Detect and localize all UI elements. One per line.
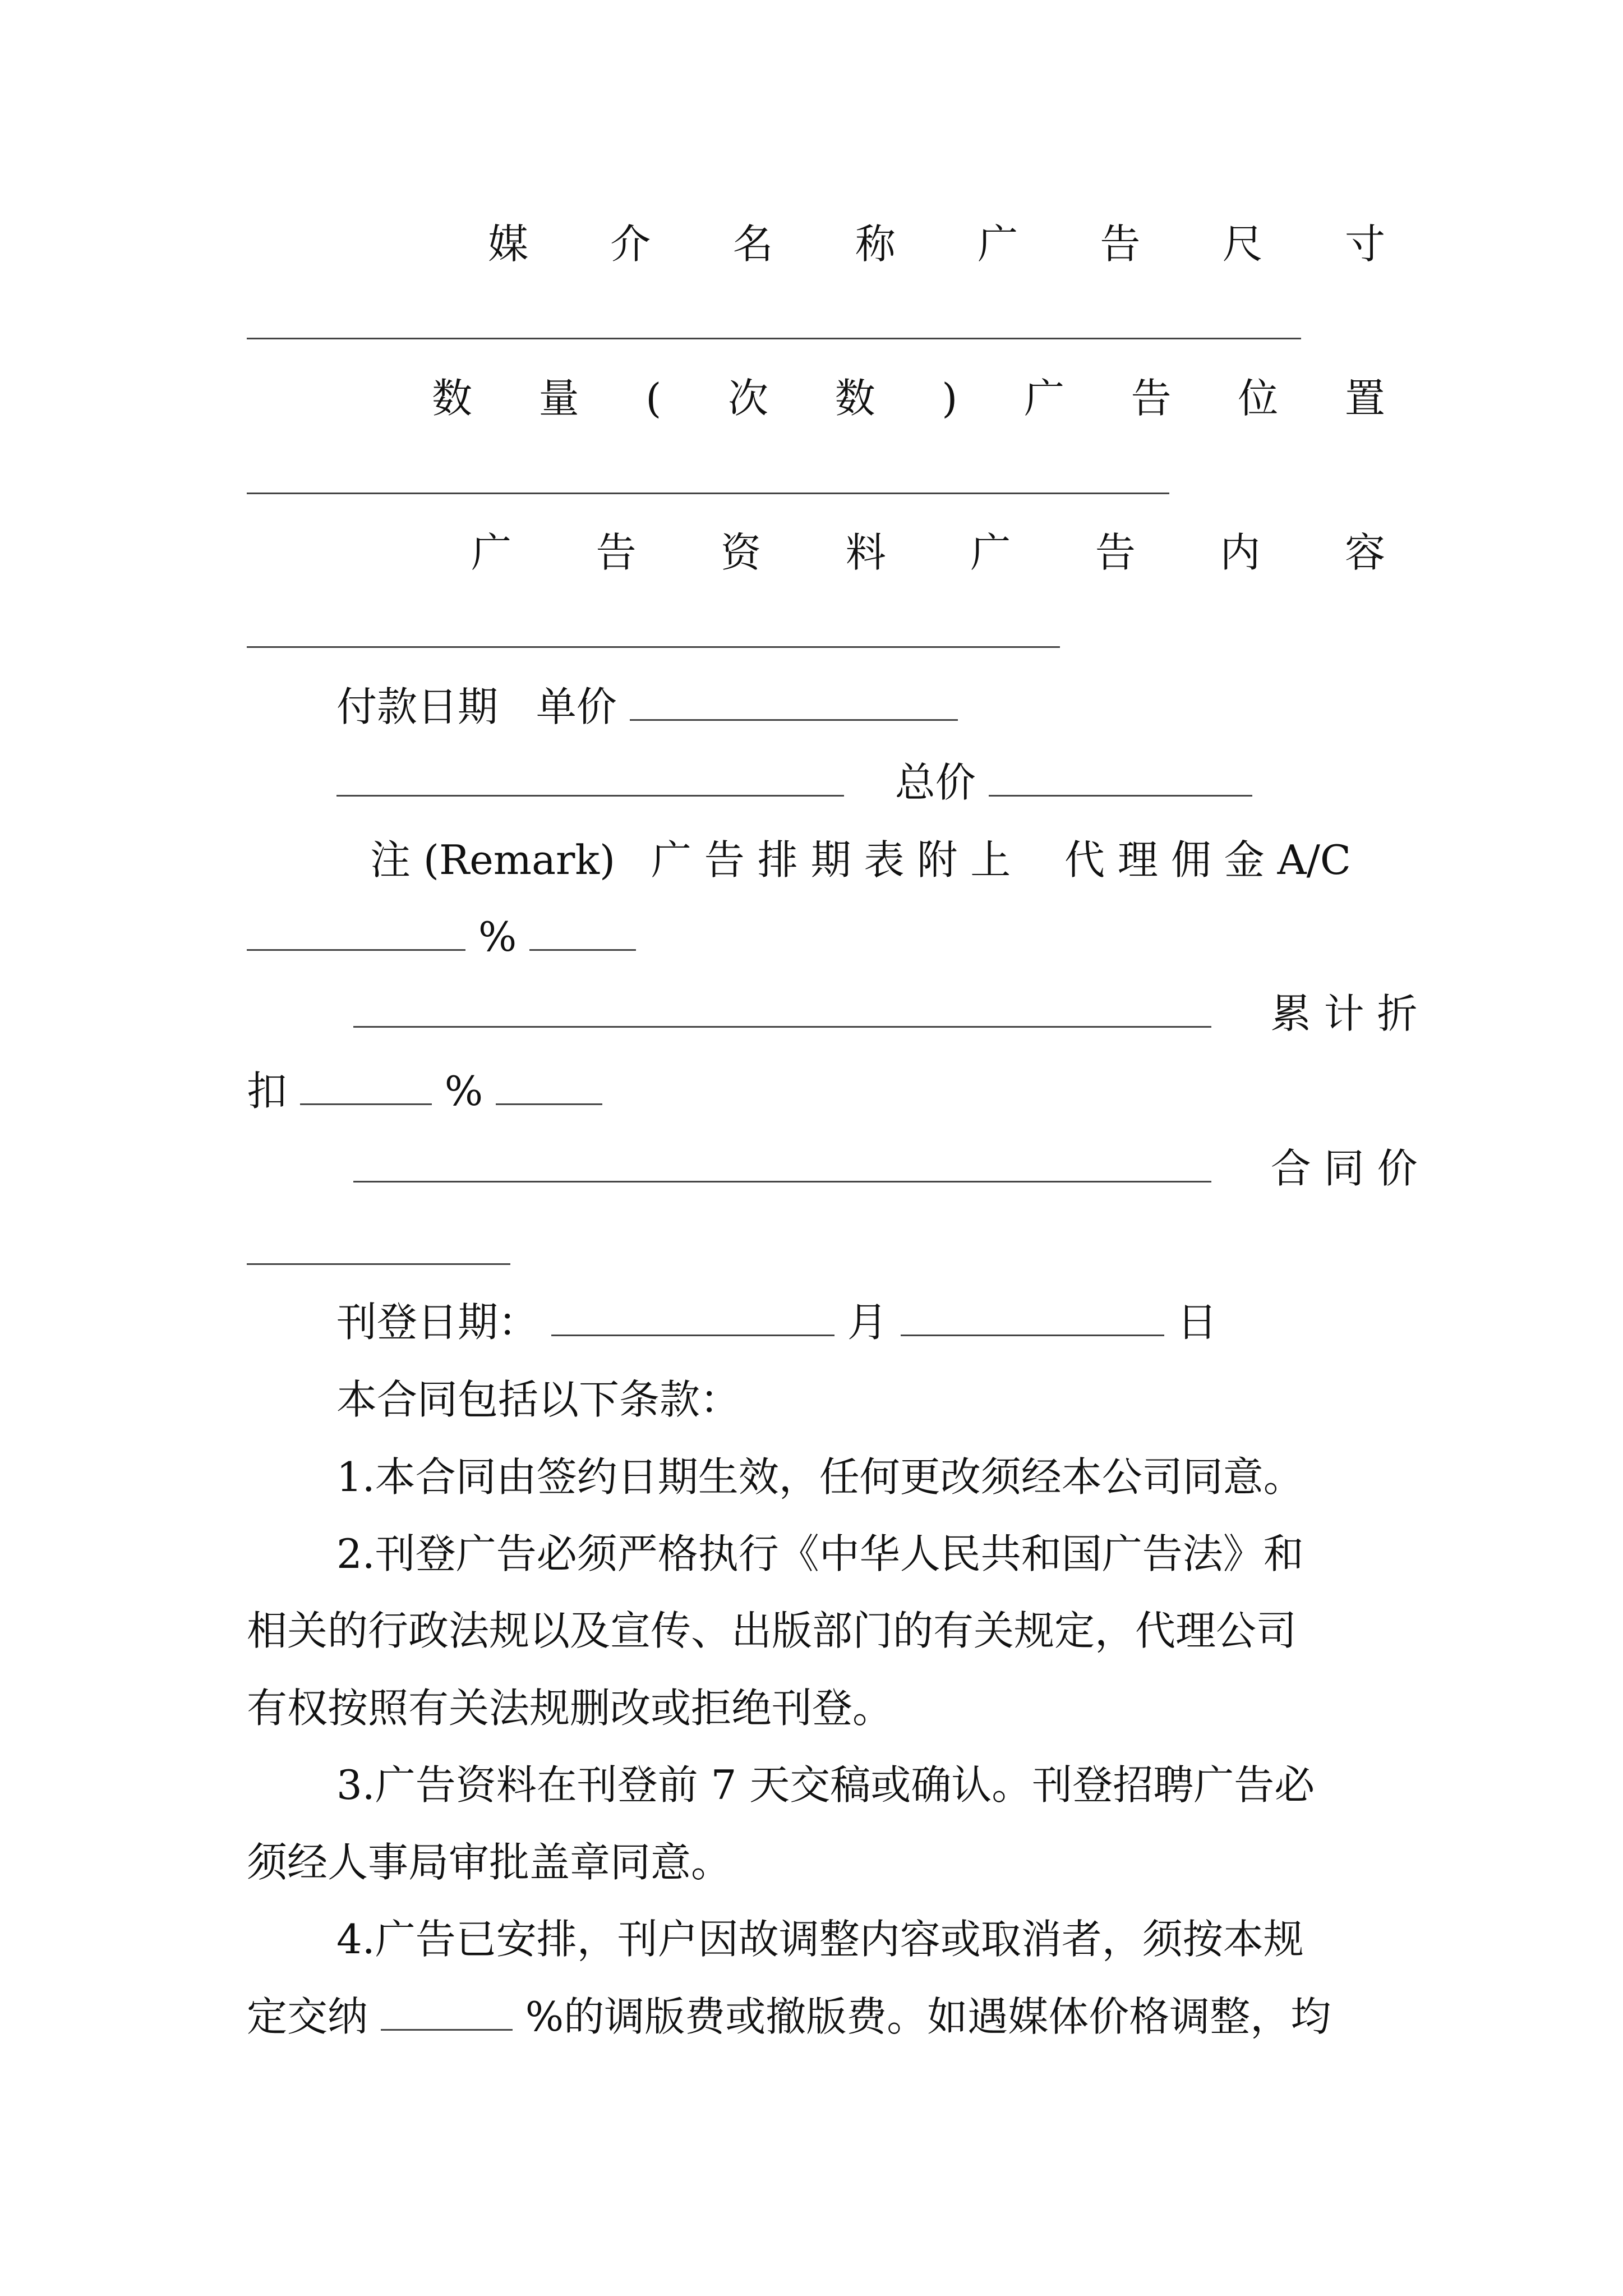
row2-char: ( xyxy=(645,375,662,422)
row3-char: 容 xyxy=(1344,529,1385,576)
payment-date-label: 付款日期 xyxy=(336,683,499,730)
schedule-attached-text: 广 告 排 期 表 附 上 xyxy=(651,836,1011,884)
term-4-fee-text: %的调版费或撤版费。如遇媒体价格调整，均 xyxy=(525,1993,1331,2040)
quantity-position-blank[interactable] xyxy=(247,493,1169,494)
row2-char: 位 xyxy=(1238,375,1279,422)
row2-char: 数 xyxy=(834,375,875,422)
payment-date-blank[interactable] xyxy=(336,758,844,797)
row2-char: 置 xyxy=(1344,375,1385,422)
unit-price-label: 单价 xyxy=(536,683,617,730)
row1-char: 称 xyxy=(855,220,896,268)
row1-char: 名 xyxy=(732,220,773,268)
row1-char: 媒 xyxy=(488,220,529,268)
commission-percent-sign: % xyxy=(478,913,517,960)
term-2-line-3: 有权按照有关法规删改或拒绝刊登。 xyxy=(247,1685,893,1732)
row2-char: 次 xyxy=(728,375,769,422)
row1-char: 介 xyxy=(610,220,651,268)
row3-char: 广 xyxy=(471,529,512,576)
term-3-line-1: 3.广告资料在刊登前 7 天交稿或确认。刊登招聘广告必 xyxy=(336,1761,1315,1809)
term-4-line-1: 4.广告已安排，刊户因故调整内容或取消者，须按本规 xyxy=(336,1916,1304,1963)
publish-date-label: 刊登日期： xyxy=(336,1299,539,1346)
publish-day: 日 xyxy=(1177,1299,1218,1346)
media-size-blank[interactable] xyxy=(247,338,1301,339)
total-price-label: 总价 xyxy=(895,759,976,806)
publish-month: 月 xyxy=(847,1299,888,1346)
term-4-line-2 xyxy=(247,1991,1331,2042)
commission-blank-tail[interactable] xyxy=(529,912,636,951)
commission-label: 代 理 佣 金 A/C xyxy=(1064,836,1351,884)
row1-char: 寸 xyxy=(1344,220,1385,268)
row3-char: 内 xyxy=(1220,529,1261,576)
discount-blank[interactable] xyxy=(300,1066,432,1105)
row2-char: 数 xyxy=(432,375,473,422)
row2-char: 告 xyxy=(1131,375,1172,422)
row2-char: ) xyxy=(942,375,958,422)
term-3-line-2: 须经人事局审批盖章同意。 xyxy=(247,1839,732,1886)
term-2-line-1: 2.刊登广告必须严格执行《中华人民共和国广告法》和 xyxy=(336,1530,1304,1577)
row-material-content-labels xyxy=(471,527,1385,578)
publish-month-blank[interactable] xyxy=(901,1297,1164,1336)
row1-char: 尺 xyxy=(1222,220,1263,268)
term-4-pay-text: 定交纳 xyxy=(247,1993,368,2040)
material-content-blank[interactable] xyxy=(247,646,1060,648)
row3-char: 告 xyxy=(1095,529,1136,576)
adjustment-fee-percent-blank[interactable] xyxy=(381,1992,513,2031)
discount-char: 扣 xyxy=(247,1068,288,1115)
cumulative-discount-desc-blank[interactable] xyxy=(353,989,1211,1028)
row3-char: 资 xyxy=(721,529,762,576)
remark-label: 注 (Remark) xyxy=(370,836,616,884)
cumulative-discount-label: 累 计 折 xyxy=(1270,990,1418,1037)
commission-blank-line xyxy=(247,912,636,962)
discount-percent-sign: % xyxy=(444,1068,483,1115)
row-quantity-position-labels xyxy=(432,373,1385,424)
row1-char: 告 xyxy=(1100,220,1141,268)
cumulative-discount-line xyxy=(353,988,1418,1039)
row3-char: 广 xyxy=(970,529,1011,576)
contract-price-desc-blank[interactable] xyxy=(353,1144,1211,1182)
row1-char: 广 xyxy=(978,220,1018,268)
row2-char: 量 xyxy=(538,375,579,422)
total-price-blank[interactable] xyxy=(989,758,1252,797)
publish-date-blank[interactable] xyxy=(551,1297,834,1336)
row3-char: 料 xyxy=(845,529,886,576)
term-2-line-2: 相关的行政法规以及宣传、出版部门的有关规定，代理公司 xyxy=(247,1607,1297,1654)
term-1: 1.本合同由签约日期生效，任何更改须经本公司同意。 xyxy=(336,1453,1304,1501)
payment-line xyxy=(336,682,958,732)
contract-price-blank[interactable] xyxy=(247,1263,510,1265)
contract-price-line xyxy=(353,1143,1418,1194)
contract-price-label: 合 同 价 xyxy=(1270,1145,1418,1192)
commission-blank[interactable] xyxy=(247,912,465,951)
unit-price-blank[interactable] xyxy=(630,682,958,721)
terms-intro: 本合同包括以下条款： xyxy=(336,1376,741,1423)
discount-blank-tail[interactable] xyxy=(496,1066,602,1105)
row2-char: 广 xyxy=(1024,375,1065,422)
remark-line xyxy=(370,835,1351,885)
publish-date-line xyxy=(336,1297,1218,1347)
row3-char: 告 xyxy=(596,529,637,576)
discount-percent-line xyxy=(247,1066,602,1116)
total-price-line xyxy=(336,757,1252,808)
row-media-size-labels xyxy=(488,219,1385,269)
